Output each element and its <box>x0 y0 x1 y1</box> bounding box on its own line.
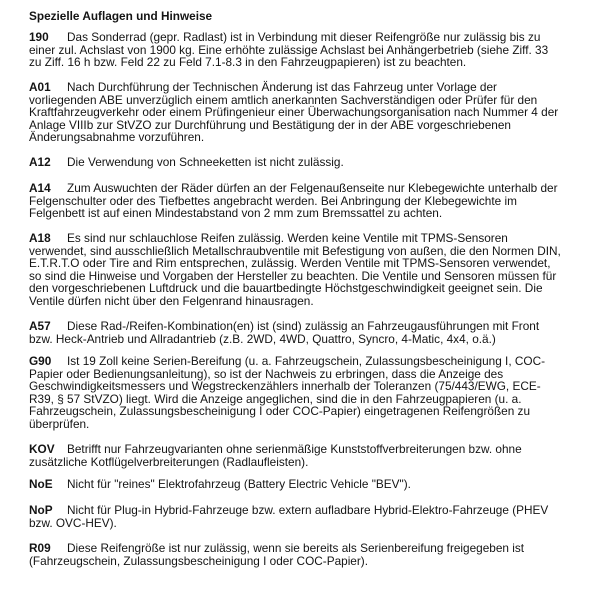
note-line: so sind die Hinweise und Vorgaben der Hersteller zu beachten. Die Ventile und Sensoren müssen für <box>29 268 557 283</box>
page-title: Spezielle Auflagen und Hinweise <box>29 9 213 23</box>
note-190 <box>29 31 548 69</box>
note-line: R39, § 57 StVZO) liegt. Wird die Anzeige angeglichen, sind die in den Fahrzeugpapieren (u. a. <box>29 391 522 406</box>
note-code: G90 <box>29 354 52 368</box>
note-line <box>29 504 548 517</box>
note-line: überprüfen. <box>29 416 90 431</box>
note-text: Ist 19 Zoll keine Serien-Bereifung (u. a. Fahrzeugschein, Zulassungsbescheinigung I, COC- <box>67 354 546 368</box>
note-text: Das Sonderrad (gepr. Radlast) ist in Verbindung mit dieser Reifengröße nur zulässig bis zu <box>67 30 541 44</box>
note-line: Papier oder Bedienungsanleitung), so ist der Nachweis zu erbringen, dass die Anzeige des <box>29 366 504 381</box>
note-line: verwendet, sind ausschließlich Metallschraubventile mit Befestigung von außen, die den Normen DIN, <box>29 243 561 258</box>
note-text: Diese Reifengröße ist nur zulässig, wenn sie bereits als Serienbereifung freigegeben ist <box>67 541 525 555</box>
note-line: zusätzliche Kotflügelverbreiterungen (Radlaufleisten). <box>29 454 309 469</box>
note-line <box>29 443 522 456</box>
note-g90 <box>29 355 545 430</box>
note-line: den vorgeschriebenen Luftdruck und die bauartbedingte Höchstgeschwindigkeit geeignet sein. Die <box>29 281 543 295</box>
note-line <box>29 320 539 333</box>
note-line <box>29 542 524 555</box>
note-text: Zum Auswuchten der Räder dürfen an der Felgenaußenseite nur Klebegewichte unterhalb der <box>67 181 558 195</box>
note-line <box>29 232 561 245</box>
note-line <box>29 182 558 195</box>
note-line: (Fahrzeugschein, Zulassungsbescheinigung I oder COC-Papier). <box>29 553 369 568</box>
note-line: bzw. OVC-HEV). <box>29 515 117 530</box>
note-line <box>29 478 411 491</box>
note-a01 <box>29 81 558 144</box>
note-line: E.T.R.T.O oder Tire and Rim entsprechen, zulässig. Werden Ventile mit TPMS-Sensoren verwendet, <box>29 256 551 270</box>
note-line: Fahrzeugschein, Zulassungsbescheinigung I oder COC-Papier) eingetragenen Reifengrößen zu <box>29 404 531 418</box>
note-line <box>29 81 558 94</box>
note-text: Diese Rad-/Reifen-Kombination(en) ist (sind) zulässig an Fahrzeugausführungen mit Front <box>67 319 540 333</box>
note-line: vorliegenden ABE unverzüglich einem amtlich anerkannten Sachverständigen oder Prüfer für den <box>29 92 538 107</box>
note-text: Nach Durchführung der Technischen Änderung ist das Fahrzeug unter Vorlage der <box>67 80 497 94</box>
note-noe <box>29 478 411 491</box>
note-line: Felgenschulter oder des Tiefbettes angebracht werden. Bei Anbringung der Klebegewichte im <box>29 193 517 208</box>
note-line <box>29 355 545 368</box>
note-kov <box>29 443 522 468</box>
note-text: Nicht für Plug-in Hybrid-Fahrzeuge bzw. extern aufladbare Hybrid-Elektro-Fahrzeuge (PHEV <box>67 503 549 517</box>
note-line: einer zul. Achslast von 1900 kg. Eine erhöhte zulässige Achslast bei Anhängerbetrieb (siehe Ziff. 33 <box>29 42 549 57</box>
note-code: NoE <box>29 477 53 491</box>
note-a14 <box>29 182 558 220</box>
note-code: A14 <box>29 181 51 195</box>
note-code: R09 <box>29 541 51 555</box>
note-code: KOV <box>29 442 55 456</box>
note-line: bzw. Heck-Antrieb und Allradantrieb (z.B. 2WD, 4WD, Quattro, Syncro, 4-Matic, 4x4, o.ä.) <box>29 331 496 346</box>
note-line: Anlage VIIIb zur StVZO zur Durchführung und Bestätigung der in der ABE vorgeschriebenen <box>29 117 511 132</box>
note-text: Die Verwendung von Schneeketten ist nicht zulässig. <box>67 155 344 169</box>
note-a12 <box>29 156 344 169</box>
note-code: NoP <box>29 503 53 517</box>
note-line: Kraftfahrzeugverkehr oder einem Prüfingenieur einer Überwachungsorganisation nach Nummer 4 der <box>29 105 559 119</box>
note-text: Betrifft nur Fahrzeugvarianten ohne serienmäßige Kunststoffverbreiterungen bzw. ohne <box>67 442 522 456</box>
note-code: A01 <box>29 80 51 94</box>
note-nop <box>29 504 548 529</box>
note-line: zu Ziff. 16 h bzw. Feld 22 zu Feld 7.1-8.3 in den Fahrzeugpapieren) ist zu beachten. <box>29 55 467 69</box>
note-text: Es sind nur schlauchlose Reifen zulässig. Werden keine Ventile mit TPMS-Sensoren <box>67 231 508 245</box>
note-code: A12 <box>29 155 51 169</box>
note-line <box>29 31 548 44</box>
note-code: A57 <box>29 319 51 333</box>
note-line: Änderungsabnahme vorzuführen. <box>29 130 205 144</box>
note-code: A18 <box>29 231 51 245</box>
note-line: Geschwindigkeitsmessers und Wegstreckenzählers innerhalb der Toleranzen (75/443/EWG, ECE- <box>29 379 541 393</box>
note-code: 190 <box>29 30 49 44</box>
note-r09 <box>29 542 524 567</box>
note-line <box>29 156 344 169</box>
note-line: Felgenbett ist auf einen Mindestabstand von 2 mm zum Bremssattel zu achten. <box>29 206 443 220</box>
note-line: Ventile dürfen nicht über den Felgenrand hinausragen. <box>29 293 314 308</box>
note-a18 <box>29 232 561 307</box>
note-text: Nicht für "reines" Elektrofahrzeug (Battery Electric Vehicle "BEV"). <box>67 477 411 491</box>
note-a57 <box>29 320 539 345</box>
